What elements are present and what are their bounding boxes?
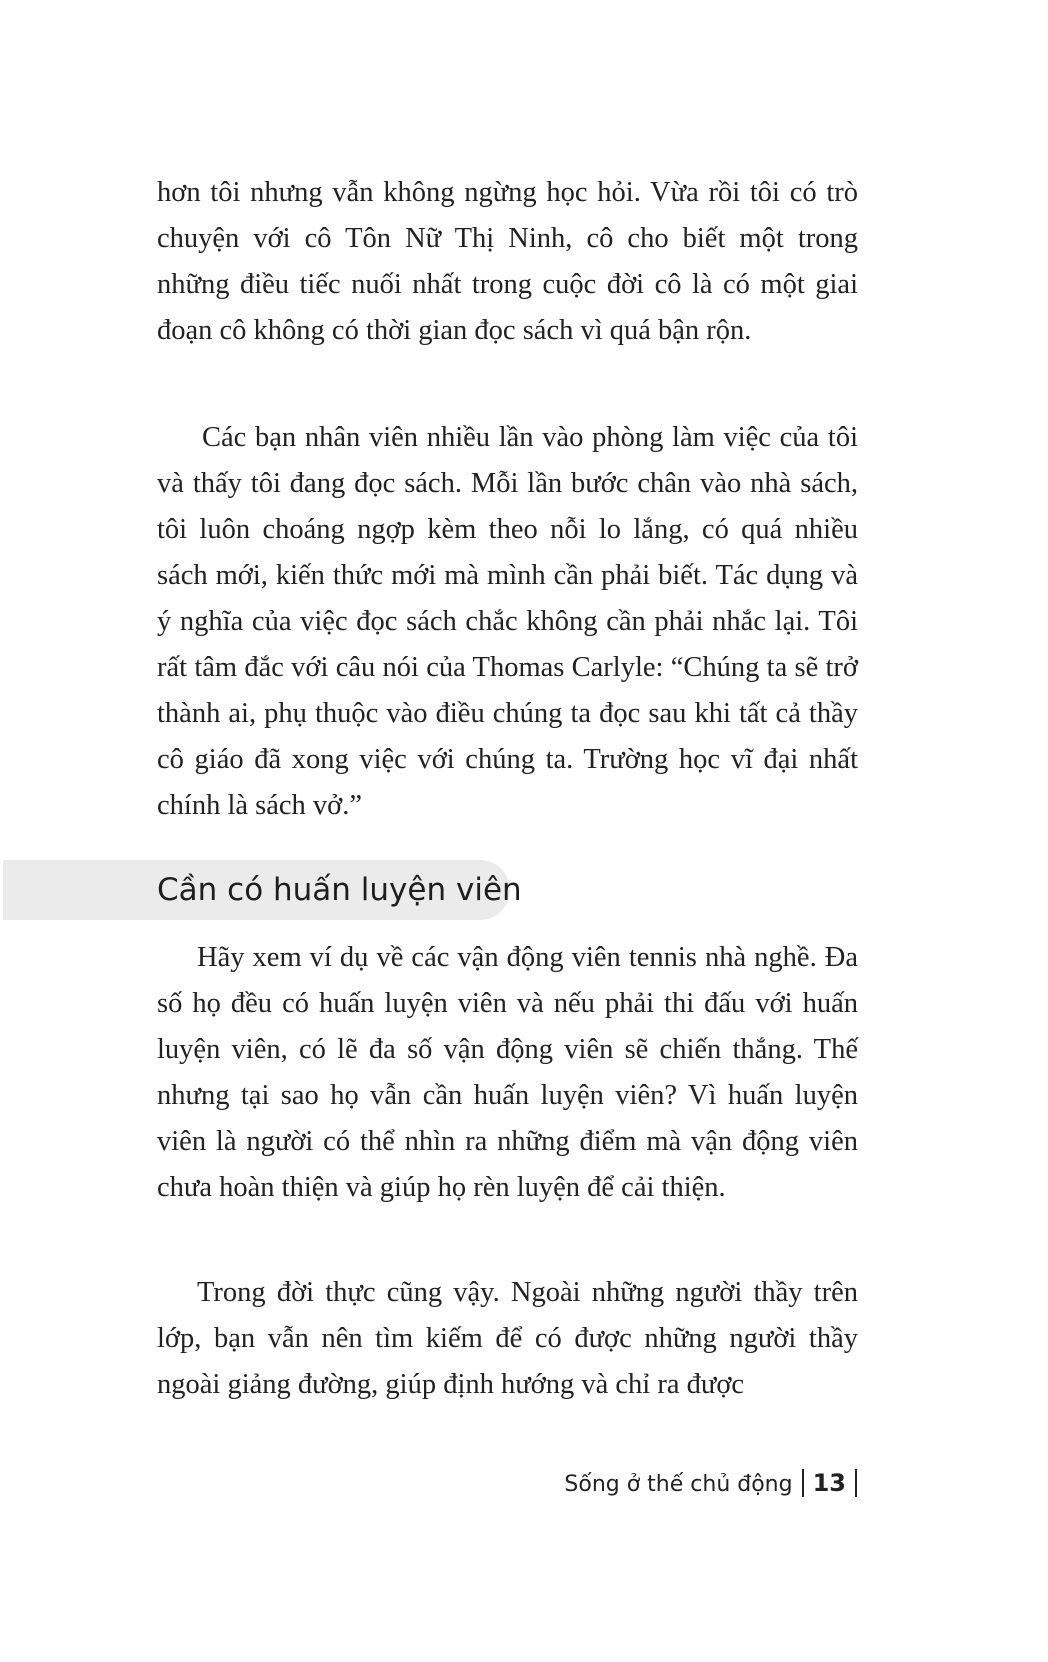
page-number: 13 [812,1469,846,1497]
paragraph-text: Trong đời thực cũng vậy. Ngoài những người thầy trên lớp, bạn vẫn nên tìm kiếm để có được những người thầy ngoài giảng đường, giúp định hướng và chỉ ra được [157,1277,858,1400]
footer-separator [855,1469,857,1497]
body-paragraph [157,935,858,1211]
body-paragraph [157,170,858,354]
paragraph-text: hơn tôi nhưng vẫn không ngừng học hỏi. Vừa rồi tôi có trò chuyện với cô Tôn Nữ Thị Ninh, cô cho biết một trong những điều tiếc nuối nhất trong cuộc đời cô là có một giai đoạn cô không có thời gian đọc sách vì quá bận rộn. [157,177,858,346]
running-title: Sống ở thế chủ động [564,1472,793,1497]
body-paragraph [157,415,858,829]
paragraph-text: Các bạn nhân viên nhiều lần vào phòng làm việc của tôi và thấy tôi đang đọc sách. Mỗi lần bước chân vào nhà sách, tôi luôn choáng ngợp kèm theo nỗi lo lắng, có quá nhiều sách mới, kiến thức mới mà mình cần phải biết. Tác dụng và ý nghĩa của việc đọc sách chắc không cần phải nhắc lại. Tôi rất tâm đắc với câu nói của Thomas Carlyle: “Chúng ta sẽ trở thành ai, phụ thuộc vào điều chúng ta đọc sau khi tất cả thầy cô giáo đã xong việc với chúng ta. Trường học vĩ đại nhất chính là sách vở.” [157,422,858,821]
body-paragraph [157,1270,858,1408]
paragraph-text: Hãy xem ví dụ về các vận động viên tennis nhà nghề. Đa số họ đều có huấn luyện viên và nếu phải thi đấu với huấn luyện viên, có lẽ đa số vận động viên sẽ chiến thắng. Thế nhưng tại sao họ vẫn cần huấn luyện viên? Vì huấn luyện viên là người có thể nhìn ra những điểm mà vận động viên chưa hoàn thiện và giúp họ rèn luyện để cải thiện. [157,942,858,1203]
footer-separator [802,1469,804,1497]
section-heading: Cần có huấn luyện viên [157,872,522,908]
page-footer [564,1466,866,1502]
